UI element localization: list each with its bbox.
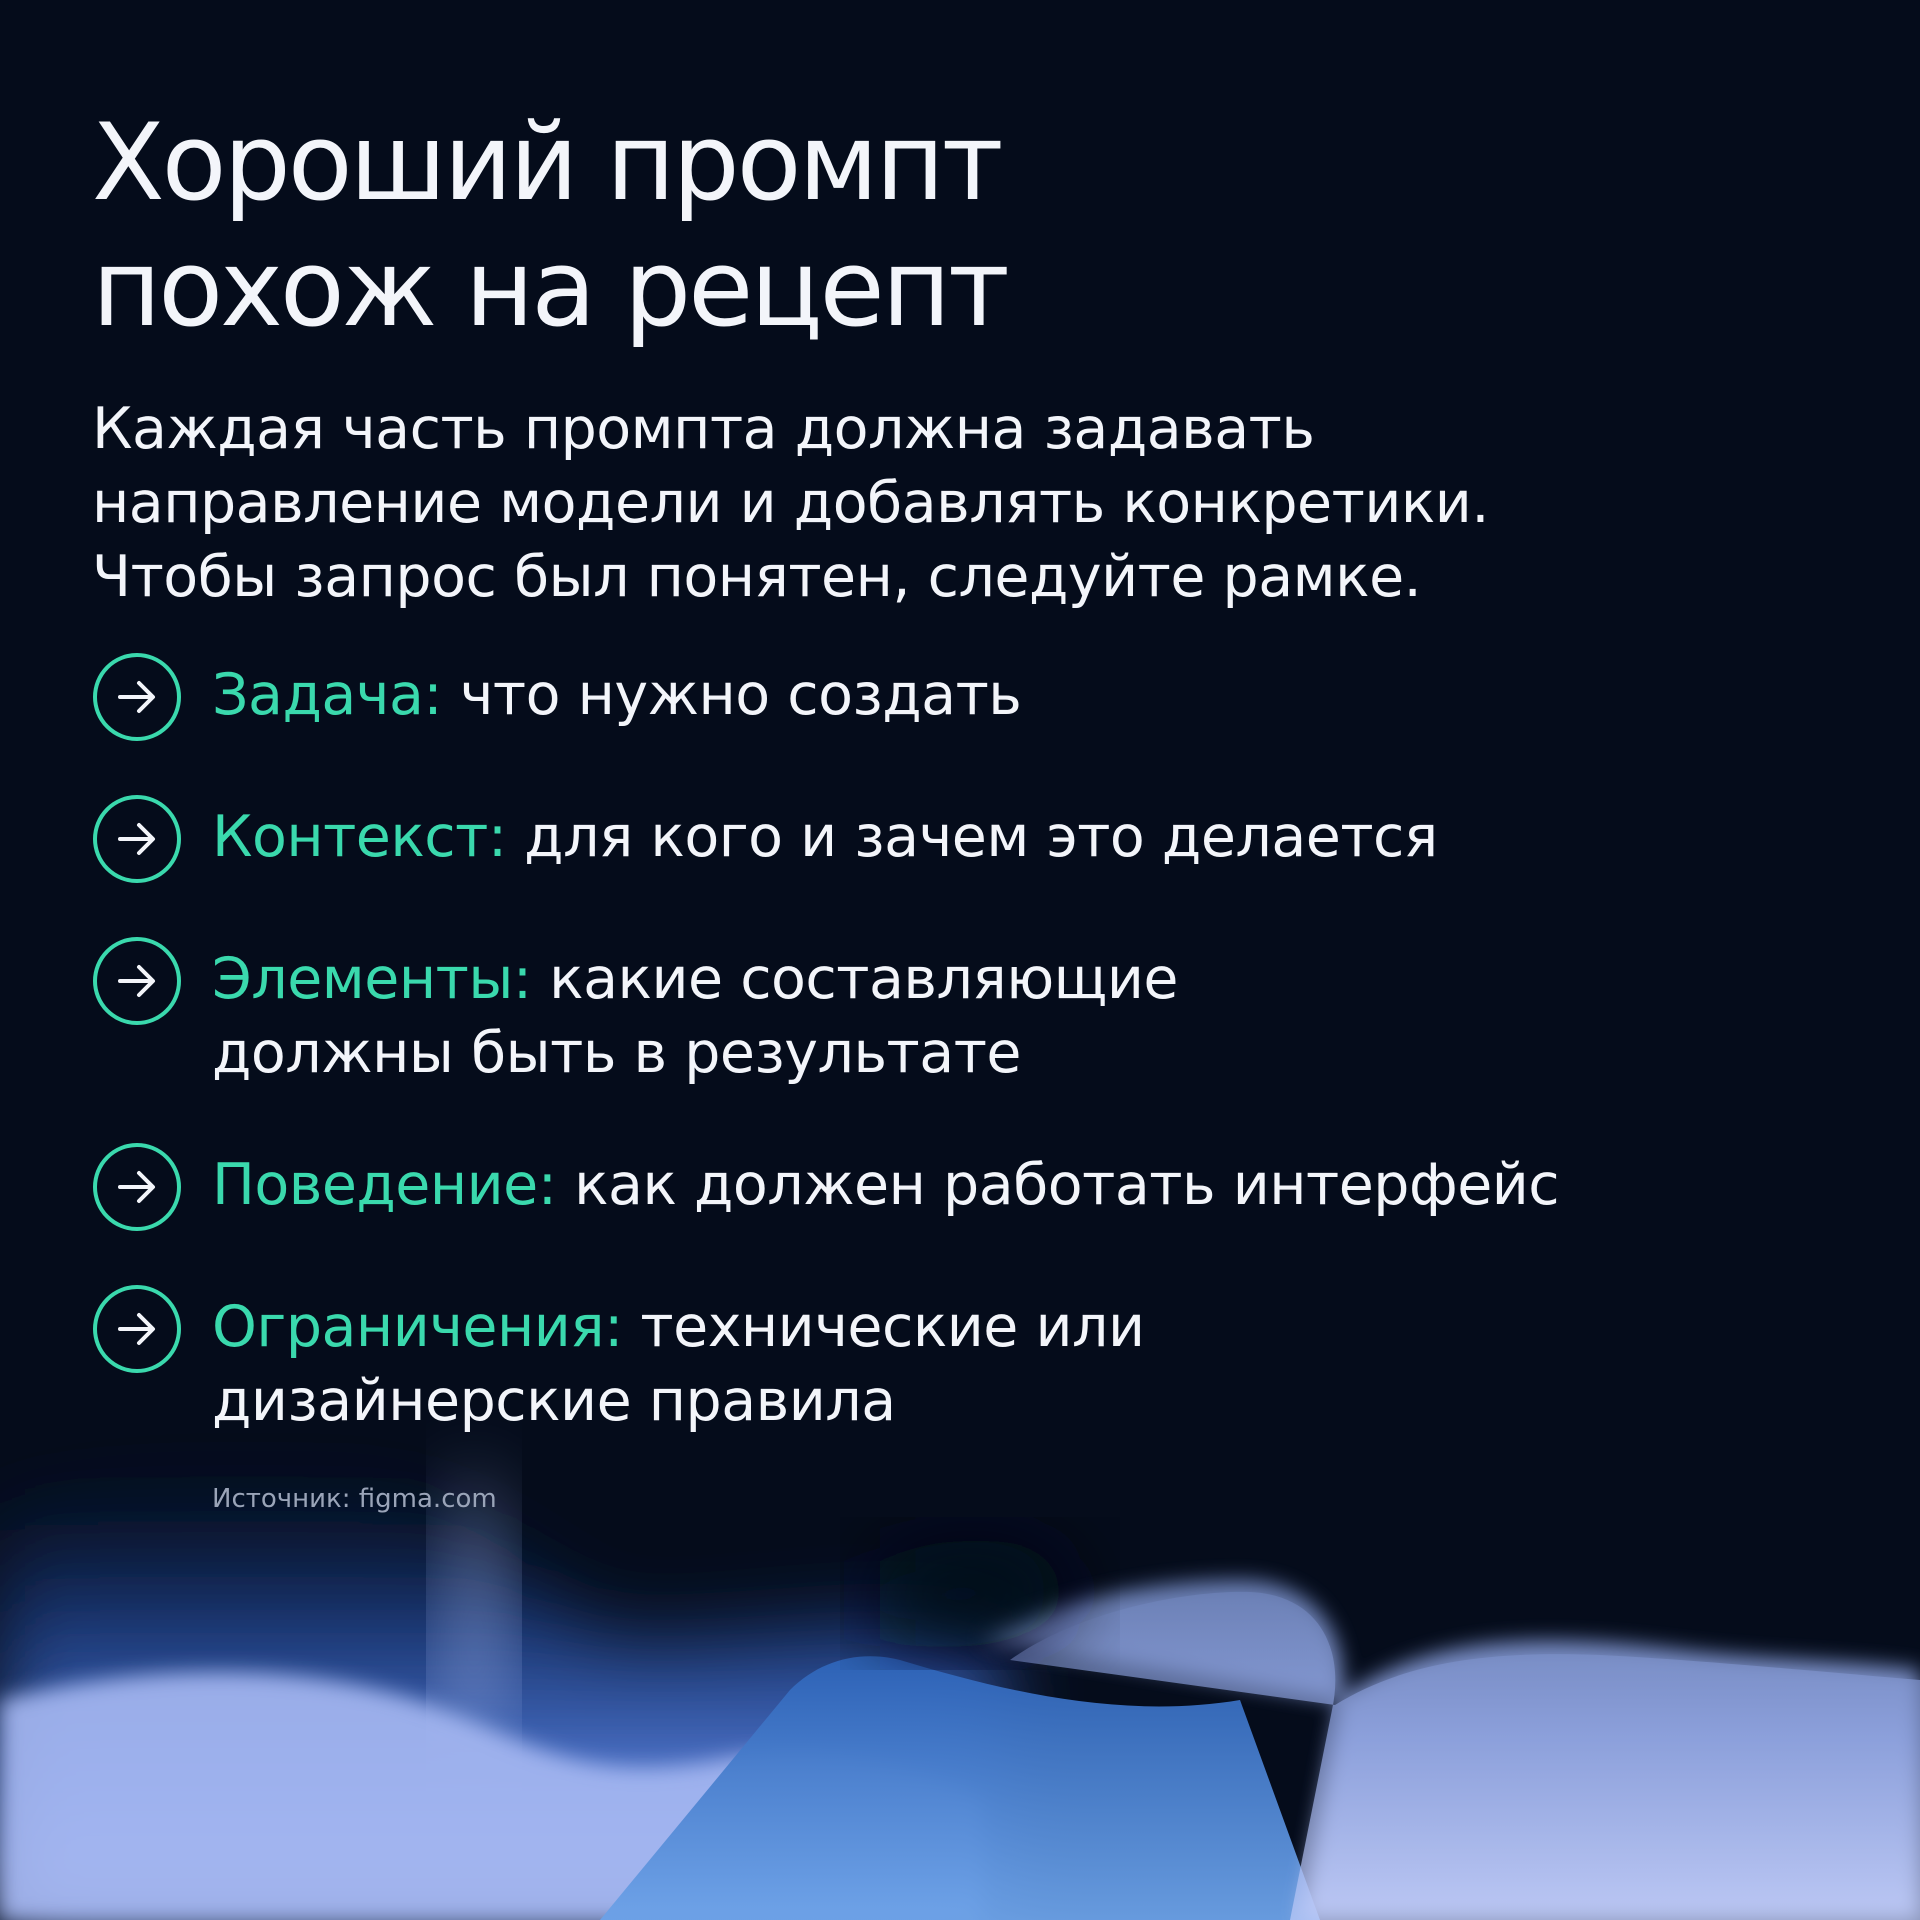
- term-description: для кого и зачем это делается: [506, 804, 1438, 870]
- arrow-circle-right-icon: [92, 652, 182, 742]
- term-description: какие составляющие должны быть в результате: [212, 946, 1178, 1086]
- term-description: как должен работать интерфейс: [556, 1152, 1560, 1218]
- title-line-2: похож на рецепт: [92, 227, 1007, 350]
- prompt-framework-list: [92, 652, 1852, 1438]
- list-item-text: [212, 652, 1752, 732]
- arrow-circle-right-icon: [92, 794, 182, 884]
- term-label: Элементы:: [212, 946, 532, 1012]
- arrow-circle-right-icon: [92, 1284, 182, 1374]
- list-item-elements: [92, 936, 1852, 1090]
- term-description: технические или дизайнерские правила: [212, 1294, 1145, 1434]
- source-note: Источник: figma.com: [212, 1484, 497, 1514]
- intro-line-3: Чтобы запрос был понятен, следуйте рамке.: [92, 544, 1422, 610]
- main-content: [92, 100, 1852, 1516]
- term-label: Поведение:: [212, 1152, 557, 1218]
- term-label: Задача:: [212, 662, 443, 728]
- list-item-behavior: [92, 1142, 1852, 1232]
- page-title: [92, 100, 1192, 352]
- term-description: что нужно создать: [442, 662, 1022, 728]
- intro-line-1: Каждая часть промпта должна задавать: [92, 396, 1315, 462]
- list-item-text: [212, 1142, 1752, 1222]
- term-label: Ограничения:: [212, 1294, 623, 1360]
- list-item-task: [92, 652, 1852, 742]
- list-item-constraints: [92, 1284, 1852, 1438]
- title-line-1: Хороший промпт: [92, 101, 1001, 224]
- intro-paragraph: [92, 392, 1772, 614]
- list-item-context: [92, 794, 1852, 884]
- list-item-text: [212, 936, 1312, 1090]
- list-item-text: [212, 1284, 1212, 1438]
- term-label: Контекст:: [212, 804, 507, 870]
- arrow-circle-right-icon: [92, 936, 182, 1026]
- intro-line-2: направление модели и добавлять конкретики.: [92, 470, 1489, 536]
- list-item-text: [212, 794, 1752, 874]
- arrow-circle-right-icon: [92, 1142, 182, 1232]
